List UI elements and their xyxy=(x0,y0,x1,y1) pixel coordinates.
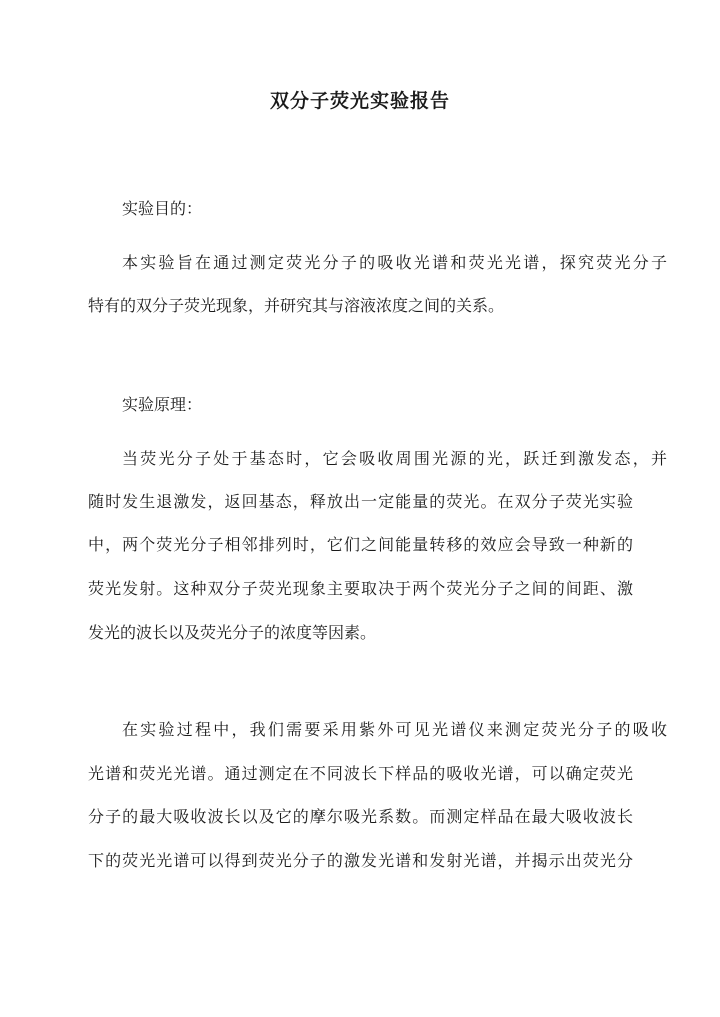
paragraph-line: 本实验旨在通过测定荧光分子的吸收光谱和荧光光谱，探究荧光分子 xyxy=(122,253,667,272)
paragraph-line: 特有的双分子荧光现象，并研究其与溶液浓度之间的关系。 xyxy=(88,296,505,315)
paragraph-line: 分子的最大吸收波长以及它的摩尔吸光系数。而测定样品在最大吸收波长 xyxy=(88,807,633,826)
section-heading-principle: 实验原理： xyxy=(122,395,203,414)
document-title: 双分子荧光实验报告 xyxy=(269,90,450,112)
paragraph-line: 光谱和荧光光谱。通过测定在不同波长下样品的吸收光谱，可以确定荧光 xyxy=(88,764,633,783)
paragraph-line: 随时发生退激发，返回基态，释放出一定能量的荧光。在双分子荧光实验 xyxy=(88,492,633,511)
paragraph-line: 发光的波长以及荧光分子的浓度等因素。 xyxy=(88,623,377,642)
paragraph-line: 在实验过程中，我们需要采用紫外可见光谱仪来测定荧光分子的吸收 xyxy=(122,720,667,739)
paragraph-line: 当荧光分子处于基态时，它会吸收周围光源的光，跃迁到激发态，并 xyxy=(122,449,667,468)
paragraph-line: 荧光发射。这种双分子荧光现象主要取决于两个荧光分子之间的间距、激 xyxy=(88,579,633,598)
paragraph-line: 下的荧光光谱可以得到荧光分子的激发光谱和发射光谱，并揭示出荧光分 xyxy=(88,851,633,870)
section-heading-purpose: 实验目的： xyxy=(122,199,203,218)
paragraph-line: 中，两个荧光分子相邻排列时，它们之间能量转移的效应会导致一种新的 xyxy=(88,535,633,554)
